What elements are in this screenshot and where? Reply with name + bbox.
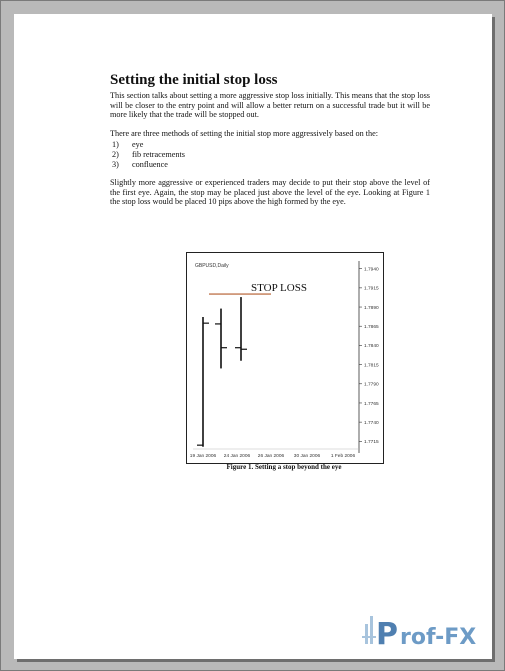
logo-bar-icon — [362, 636, 376, 638]
list-number: 2) — [112, 149, 119, 159]
y-tick-label: 1.7715 — [364, 440, 379, 446]
y-tick-label: 1.7765 — [364, 401, 379, 407]
list-item — [110, 160, 430, 170]
chart-title: GBPUSD,Daily — [195, 263, 229, 269]
list-text: fib retracements — [132, 149, 185, 159]
y-tick-label: 1.7740 — [364, 420, 379, 426]
x-tick-label: 30 Jan 2006 — [293, 454, 321, 459]
logo-wordmark-rest: rof-FX — [400, 625, 477, 650]
ohlc-chart — [187, 253, 383, 463]
paragraph-intro: This section talks about setting a more aggressive stop loss initially. This means that the stop loss will be closer to the entry point and will allow a better return on a successful trade but it will be more likely that the trade will be stopped out. — [110, 91, 430, 120]
paragraph-methods: There are three methods of setting the initial stop more aggressively based on the: — [110, 128, 379, 138]
y-tick-label: 1.7840 — [364, 344, 379, 350]
x-tick-label: 26 Jan 2006 — [257, 454, 285, 459]
y-tick-label: 1.7865 — [364, 325, 379, 331]
logo-p-letter: P — [376, 617, 398, 652]
list-number: 1) — [112, 140, 119, 150]
x-tick-label: 24 Jan 2006 — [223, 454, 251, 459]
y-tick-label: 1.7815 — [364, 363, 379, 369]
paragraph-aggressive: Slightly more aggressive or experienced traders may decide to put their stop above the level of the first eye. Again, the stop may be placed just above the level of the eye. Looking at Figure 1 the stop loss would be placed 10 pips above the high formed by the eye. — [110, 178, 430, 207]
methods-list — [110, 140, 430, 169]
y-tick-label: 1.7890 — [364, 305, 379, 311]
logo-bar-icon — [365, 624, 368, 644]
page-content — [110, 72, 430, 216]
section-title: Setting the initial stop loss — [110, 72, 278, 88]
y-tick-label: 1.7940 — [364, 267, 379, 273]
list-text: eye — [132, 140, 144, 150]
figure-caption: Figure 1. Setting a stop beyond the eye — [226, 463, 342, 471]
figure-chart — [186, 252, 384, 464]
x-tick-label: 1 Feb 2006 — [330, 454, 356, 459]
x-tick-label: 19 Jan 2006 — [189, 454, 217, 459]
logo-bar-icon — [370, 616, 373, 644]
document-page — [14, 14, 492, 659]
stop-loss-annotation: STOP LOSS — [251, 282, 307, 294]
y-tick-label: 1.7790 — [364, 382, 379, 388]
prof-fx-logo — [362, 606, 492, 652]
list-item — [110, 140, 430, 150]
list-text: confluence — [132, 159, 168, 169]
list-item — [110, 150, 430, 160]
list-number: 3) — [112, 159, 119, 169]
y-tick-label: 1.7915 — [364, 286, 379, 292]
